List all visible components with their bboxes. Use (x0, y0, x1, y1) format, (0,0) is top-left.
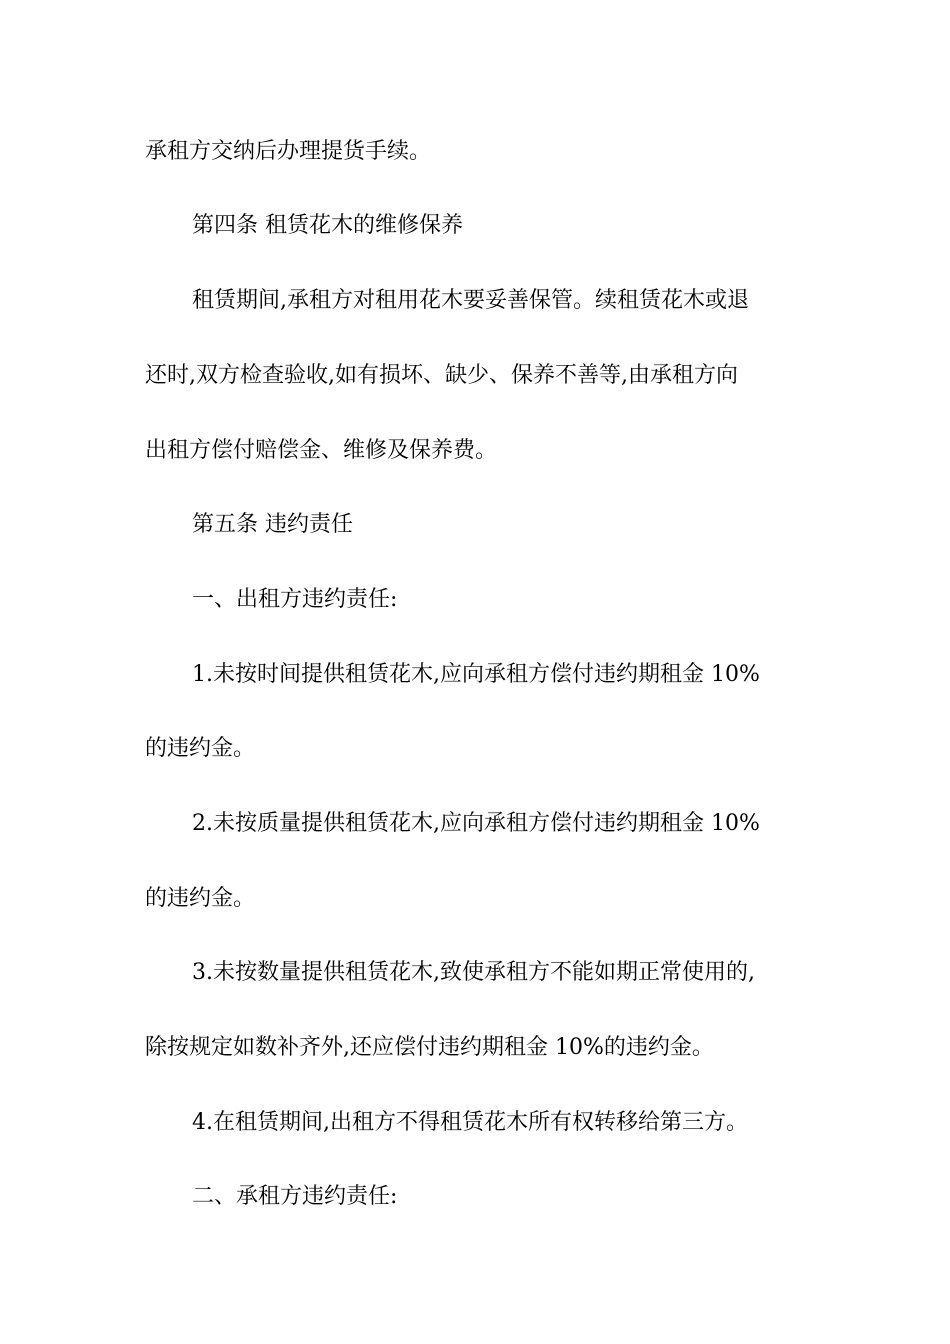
subsection-heading-lessor: 一、出租方违约责任: (192, 587, 398, 612)
paragraph-line: 租赁期间,承租方对租用花木要妥善保管。续租赁花木或退 (192, 288, 749, 313)
list-item: 2.未按质量提供租赁花木,应向承租方偿付违约期租金 10% (192, 811, 760, 836)
list-item: 4.在租赁期间,出租方不得租赁花木所有权转移给第三方。 (192, 1110, 748, 1135)
section-heading-article-5: 第五条 违约责任 (192, 512, 353, 537)
subsection-heading-lessee: 二、承租方违约责任: (192, 1184, 398, 1209)
paragraph-line: 出租方偿付赔偿金、维修及保养费。 (145, 438, 498, 463)
paragraph-line: 的违约金。 (145, 736, 256, 761)
paragraph-line: 除按规定如数补齐外,还应偿付违约期租金 10%的违约金。 (145, 1035, 714, 1060)
list-item: 1.未按时间提供租赁花木,应向承租方偿付违约期租金 10% (192, 662, 760, 687)
section-heading-article-4: 第四条 租赁花木的维修保养 (192, 213, 463, 238)
paragraph-line: 还时,双方检查验收,如有损坏、缺少、保养不善等,由承租方向 (145, 363, 738, 388)
paragraph-line: 的违约金。 (145, 886, 256, 911)
paragraph-line: 承租方交纳后办理提货手续。 (145, 139, 432, 164)
list-item: 3.未按数量提供租赁花木,致使承租方不能如期正常使用的, (192, 960, 755, 985)
